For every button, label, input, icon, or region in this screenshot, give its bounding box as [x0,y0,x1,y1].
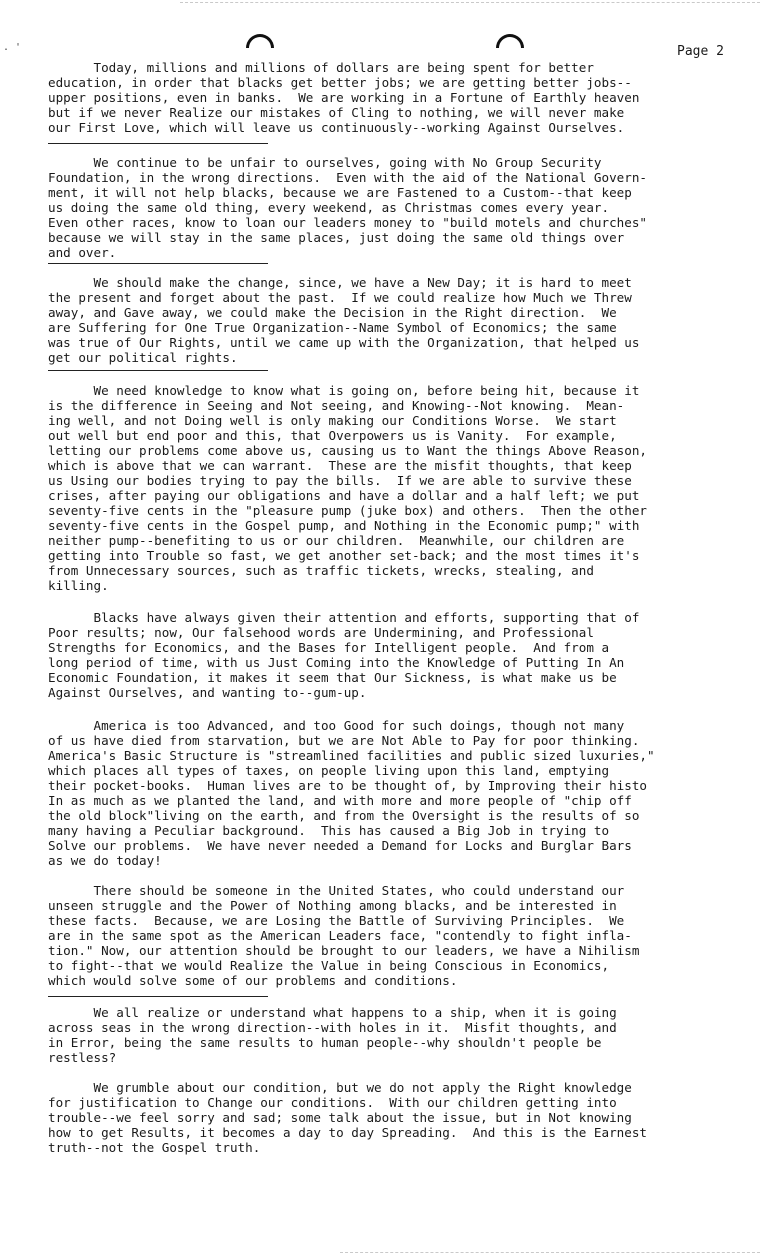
text-line: seventy-five cents in the Gospel pump, and Nothing in the Economic pump;" with [48,518,640,533]
text-line: out well but end poor and this, that Overpowers us is Vanity. For example, [48,428,617,443]
text-line: tion." Now, our attention should be brought to our leaders, we have a Nihilism [48,943,640,958]
top-edge-dashes [180,2,760,3]
text-line: our First Love, which will leave us continuously--working Against Ourselves. [48,120,625,135]
text-line: education, in order that blacks get better jobs; we are getting better jobs-- [48,75,632,90]
text-line: America is too Advanced, and too Good for such doings, though not many [48,718,625,733]
text-line: We need knowledge to know what is going on, before being hit, because it [48,383,640,398]
text-line: their pocket-books. Human lives are to be thought of, by Improving their histo [48,778,647,793]
text-line: as we do today! [48,853,162,868]
text-line: Blacks have always given their attention and efforts, supporting that of [48,610,640,625]
text-line: was true of Our Rights, until we came up with the Organization, that helped us [48,335,640,350]
text-line: We should make the change, since, we have a New Day; it is hard to meet [48,275,632,290]
text-line: which places all types of taxes, on people living upon this land, emptying [48,763,610,778]
text-line: the present and forget about the past. If we could realize how Much we Threw [48,290,632,305]
section-divider [48,370,268,371]
paragraph [48,610,760,700]
text-line: the old block"living on the earth, and from the Oversight is the results of so [48,808,640,823]
text-line: how to get Results, it becomes a day to day Spreading. And this is the Earnest [48,1125,647,1140]
text-line: We all realize or understand what happens to a ship, when it is going [48,1005,617,1020]
text-line: to fight--that we would Realize the Value in being Conscious in Economics, [48,958,610,973]
text-line: are in the same spot as the American Leaders face, "contendly to fight infla- [48,928,632,943]
text-line: and over. [48,245,117,260]
text-line: of us have died from starvation, but we are Not Able to Pay for poor thinking. [48,733,640,748]
text-line: ment, it will not help blacks, because we are Fastened to a Custom--that keep [48,185,632,200]
text-line: get our political rights. [48,350,238,365]
text-line: Strengths for Economics, and the Bases for Intelligent people. And from a [48,640,610,655]
text-line: We grumble about our condition, but we do not apply the Right knowledge [48,1080,632,1095]
text-line: seventy-five cents in the "pleasure pump (juke box) and others. Then the other [48,503,647,518]
text-line: from Unnecessary sources, such as traffic tickets, wrecks, stealing, and [48,563,594,578]
text-line: unseen struggle and the Power of Nothing among blacks, and be interested in [48,898,617,913]
text-line: Even other races, know to loan our leaders money to "build motels and churches" [48,215,647,230]
text-line: Poor results; now, Our falsehood words are Undermining, and Professional [48,625,594,640]
text-line: ing well, and not Doing well is only making our Conditions Worse. We start [48,413,617,428]
paragraph [48,1080,760,1155]
text-line: are Suffering for One True Organization--Name Symbol of Economics; the same [48,320,617,335]
text-line: restless? [48,1050,117,1065]
text-line: which is above that we can warrant. These are the misfit thoughts, that keep [48,458,632,473]
text-line: killing. [48,578,109,593]
text-line: There should be someone in the United States, who could understand our [48,883,625,898]
text-line: America's Basic Structure is "streamlined facilities and public sized luxuries," [48,748,655,763]
bottom-edge-dashes [340,1252,760,1253]
section-divider [48,263,268,264]
text-line: neither pump--benefiting to us or our children. Meanwhile, our children are [48,533,625,548]
text-line: across seas in the wrong direction--with holes in it. Misfit thoughts, and [48,1020,617,1035]
text-line: truth--not the Gospel truth. [48,1140,261,1155]
text-line: away, and Gave away, we could make the Decision in the Right direction. We [48,305,617,320]
scan-specks: . ' [3,42,22,53]
section-divider [48,996,268,997]
text-line: is the difference in Seeing and Not seeing, and Knowing--Not knowing. Mean- [48,398,625,413]
text-line: letting our problems come above us, causing us to Want the things Above Reason, [48,443,647,458]
paragraph [48,1005,760,1065]
text-line: trouble--we feel sorry and sad; some talk about the issue, but in Not knowing [48,1110,632,1125]
paragraph [48,275,760,365]
text-line: in Error, being the same results to human people--why shouldn't people be [48,1035,602,1050]
text-line: Foundation, in the wrong directions. Even with the aid of the National Govern- [48,170,647,185]
text-line: these facts. Because, we are Losing the Battle of Surviving Principles. We [48,913,625,928]
text-line: Solve our problems. We have never needed a Demand for Locks and Burglar Bars [48,838,632,853]
text-line: upper positions, even in banks. We are working in a Fortune of Earthly heaven [48,90,640,105]
text-line: many having a Peculiar background. This has caused a Big Job in trying to [48,823,610,838]
text-line: In as much as we planted the land, and with more and more people of "chip off [48,793,632,808]
paragraph [48,883,760,988]
paragraph [48,60,760,135]
text-line: Against Ourselves, and wanting to--gum-up. [48,685,367,700]
text-line: because we will stay in the same places, just doing the same old things over [48,230,625,245]
text-line: long period of time, with us Just Coming into the Knowledge of Putting In An [48,655,625,670]
text-line: for justification to Change our conditions. With our children getting into [48,1095,617,1110]
text-line: crises, after paying our obligations and have a dollar and a half left; we put [48,488,640,503]
page-number: Page 2 [677,44,724,59]
text-line: but if we never Realize our mistakes of Cling to nothing, we will never make [48,105,625,120]
section-divider [48,143,268,144]
text-line: We continue to be unfair to ourselves, going with No Group Security [48,155,602,170]
text-line: which would solve some of our problems and conditions. [48,973,458,988]
paragraph [48,718,760,868]
paragraph [48,155,760,260]
paragraph [48,383,760,593]
text-line: us Using our bodies trying to pay the bills. If we are able to survive these [48,473,632,488]
text-line: Economic Foundation, it makes it seem that Our Sickness, is what make us be [48,670,617,685]
text-line: Today, millions and millions of dollars are being spent for better [48,60,594,75]
punch-hole-mark-left [246,34,274,48]
text-line: getting into Trouble so fast, we get another set-back; and the most times it's [48,548,640,563]
punch-hole-mark-right [496,34,524,48]
text-line: us doing the same old thing, every weekend, as Christmas comes every year. [48,200,610,215]
